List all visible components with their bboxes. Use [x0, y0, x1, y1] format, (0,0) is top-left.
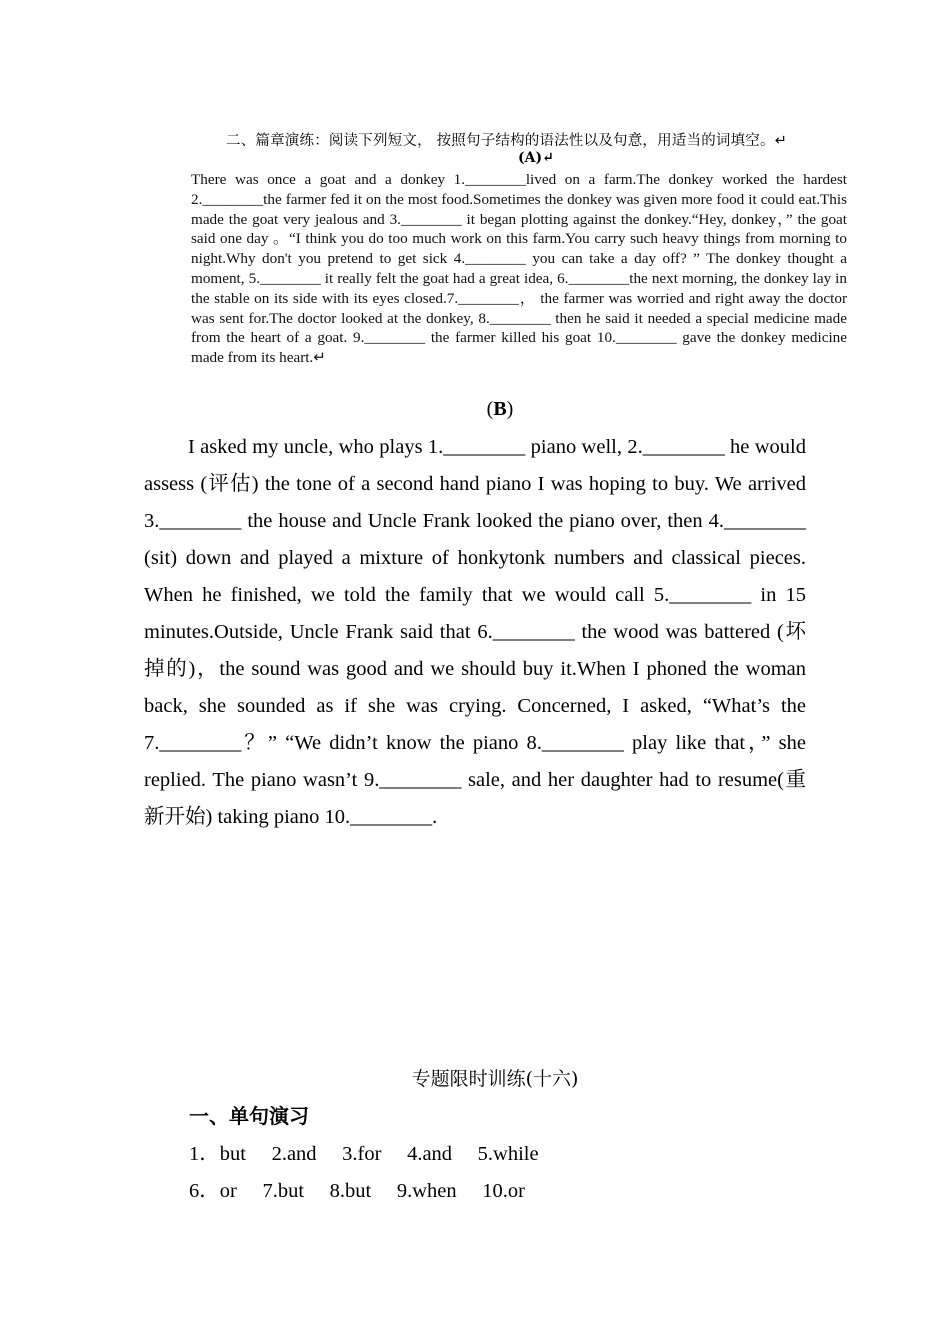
- answers-title: 专题限时训练(十六): [411, 1068, 579, 1090]
- section-a-title: (A)↵: [518, 150, 554, 166]
- section-a-passage: There was once a goat and a donkey 1.________lived on a farm.The donkey worked the hardest 2.________the farmer fed it on the most food.Sometimes the donkey was given more food it could eat.This made the goat very jealous and 3.________ it began plotting against the donkey.“Hey, donkey，” the goat said one day 。“I think you do too much work on this farm.You carry such heavy things from morning to night.Why don't you pretend to get sick 4.________ you can take a day off? ” The donkey thought a moment, 5.________ it really felt the goat had a great idea, 6.________the next morning, the donkey lay in the stable on its side with its eyes closed.7.________， the farmer was worried and right away the doctor was sent for.The doctor looked at the donkey, 8.________ then he said it needed a special medicine made from the heart of a goat. 9.________ the farmer killed his goat 10.________ gave the donkey medicine made from its heart.↵: [191, 171, 847, 367]
- section-a-instruction: 二、篇章演练：阅读下列短文， 按照句子结构的语法性以及句意，用适当的词填空。↵: [226, 133, 788, 149]
- section-b-title-open: (: [486, 398, 494, 420]
- answer-line-1: 1．but 2.and 3.for 4.and 5.while: [189, 1143, 539, 1165]
- section-b-passage: I asked my uncle, who plays 1.________ piano well, 2.________ he would assess (评估) the tone of a second hand piano I was hoping to buy. We arrived 3.________ the house and Uncle Frank looked the piano over, then 4.________ (sit) down and played a mixture of honkytonk numbers and classical pieces. When he finished, we told the family that we would call 5.________ in 15 minutes.Outside, Uncle Frank said that 6.________ the wood was battered (坏掉的)，the sound was good and we should buy it.When I phoned the woman back, she sounded as if she was crying. Concerned, I asked, “What’s the 7.________？” “We didn’t know the piano 8.________ play like that，” she replied. The piano wasn’t 9.________ sale, and her daughter had to resume(重新开始) taking piano 10.________.: [144, 436, 806, 828]
- section-b-title: [470, 398, 530, 421]
- section-b-title-close: ): [506, 398, 514, 420]
- answers-heading: 一、单句演习: [189, 1104, 309, 1128]
- answer-line-2: 6．or 7.but 8.but 9.when 10.or: [189, 1180, 525, 1202]
- section-b-title-letter: B: [493, 398, 507, 420]
